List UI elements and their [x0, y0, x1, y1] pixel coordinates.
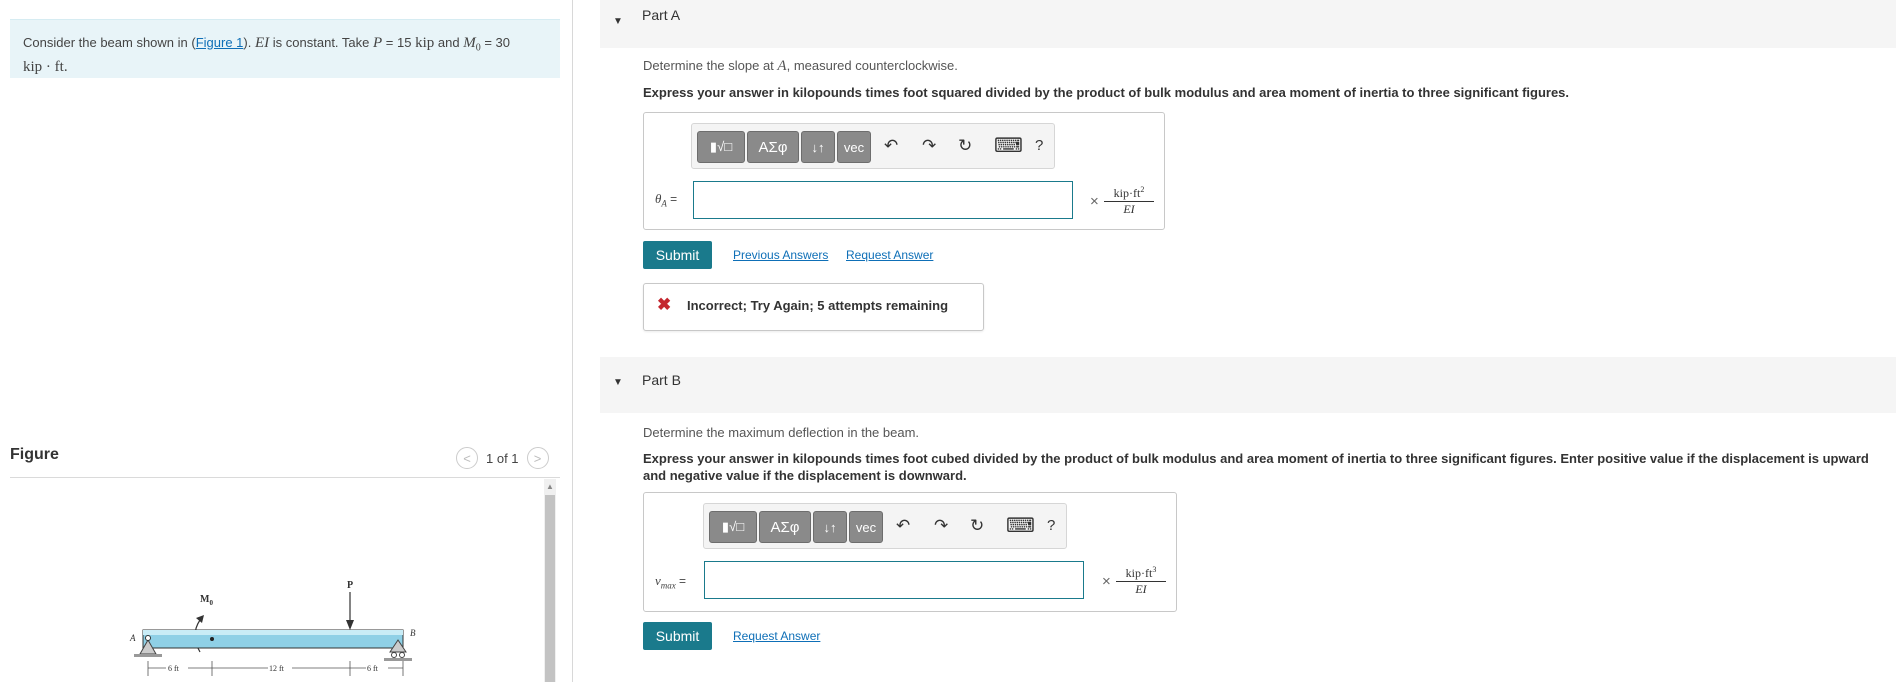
moment-label: $M_0$ — [200, 594, 213, 607]
part-b-unit: $kip\cdot ft^3$ EI — [1116, 565, 1166, 597]
arrows-button[interactable]: ↓↑ — [801, 131, 835, 163]
next-figure-button[interactable]: > — [527, 447, 549, 469]
prev-figure-button[interactable]: < — [456, 447, 478, 469]
part-b-header[interactable] — [600, 357, 1896, 413]
help-icon[interactable]: ? — [1047, 517, 1056, 534]
problem-text: ). — [243, 35, 252, 50]
moment-arrowhead — [196, 615, 204, 623]
templates-button[interactable]: ▮√□ — [709, 511, 757, 543]
kip-unit: kip — [415, 35, 435, 51]
theta-a-label: $\theta_A$ = — [655, 191, 678, 209]
figure-heading: Figure — [10, 446, 59, 463]
m-value: = 30 — [484, 35, 511, 50]
dim-label-2: 12 ft — [269, 664, 284, 673]
part-a-prompt — [643, 58, 958, 75]
part-b-instruction: Express your answer in kilopounds times foot cubed divided by the product of bulk modulus and area moment of inertia to three significant figures. Enter positive value if the displacement is upward and negative value if the displacement is downward. — [643, 451, 1869, 483]
part-b-title: Part B — [642, 372, 681, 388]
part-b-request-answer-link[interactable]: Request Answer — [733, 629, 821, 643]
problem-text: is constant. Take — [272, 35, 370, 50]
keyboard-icon[interactable]: ⌨ — [994, 135, 1023, 157]
problem-text: and — [437, 35, 460, 50]
greek-letters-button[interactable]: ΑΣφ — [759, 511, 811, 543]
part-a-answer-box — [643, 112, 1165, 230]
part-a-answer-input[interactable] — [693, 181, 1073, 219]
part-a-instruction: Express your answer in kilopounds times foot squared divided by the product of bulk modulus and area moment of inertia to three significant figures. — [643, 85, 1570, 100]
help-icon[interactable]: ? — [1035, 137, 1044, 154]
times-symbol: × — [1090, 193, 1099, 210]
redo-icon[interactable]: ↷ — [922, 136, 937, 155]
figure-divider — [10, 477, 560, 478]
roller-b-left — [392, 653, 397, 658]
dim-label-3: 6 ft — [367, 664, 378, 673]
undo-icon[interactable]: ↶ — [896, 516, 911, 535]
load-p-arrowhead — [346, 620, 354, 630]
figure-link[interactable]: Figure 1 — [195, 35, 244, 50]
ground-a — [134, 654, 162, 657]
reset-icon[interactable]: ↻ — [958, 136, 973, 155]
redo-icon[interactable]: ↷ — [934, 516, 949, 535]
beam-figure — [120, 560, 450, 682]
part-b-answer-box — [643, 492, 1177, 612]
collapse-icon[interactable]: ▼ — [613, 16, 623, 27]
problem-statement — [10, 19, 560, 78]
part-a-request-answer-link[interactable]: Request Answer — [846, 248, 934, 262]
pin-a — [146, 636, 151, 641]
dim-label-1: 6 ft — [168, 664, 179, 673]
feedback-text: Incorrect; Try Again; 5 attempts remaining — [687, 298, 949, 313]
greek-letters-button[interactable]: ΑΣφ — [747, 131, 799, 163]
part-a-submit-button[interactable]: Submit — [643, 241, 712, 269]
point-a-label: A — [130, 633, 136, 643]
part-a-header[interactable] — [600, 0, 1896, 48]
roller-b-right — [400, 653, 405, 658]
m-unit: kip · ft. — [23, 58, 68, 75]
v-max-label: $v_{max}$ = — [655, 573, 687, 591]
math-toolbar — [703, 503, 1067, 549]
vector-button[interactable]: vec — [849, 511, 883, 543]
undo-icon[interactable]: ↶ — [884, 136, 899, 155]
keyboard-icon[interactable]: ⌨ — [1006, 515, 1035, 537]
error-icon: ✖ — [657, 295, 672, 314]
problem-text: Consider the beam shown in ( — [23, 35, 196, 50]
part-b-submit-button[interactable]: Submit — [643, 622, 712, 650]
prompt-text: Determine the slope at — [643, 58, 774, 73]
times-symbol: × — [1102, 573, 1111, 590]
beam-highlight — [143, 630, 403, 635]
prompt-text: , measured counterclockwise. — [786, 58, 958, 73]
figure-scrollbar[interactable] — [544, 479, 556, 682]
vector-button[interactable]: vec — [837, 131, 871, 163]
p-value: = 15 — [385, 35, 412, 50]
p-symbol: P — [373, 35, 383, 51]
panel-divider — [572, 0, 573, 682]
load-p-label: P — [347, 580, 354, 591]
part-b-prompt: Determine the maximum deflection in the beam. — [643, 425, 920, 440]
figure-pager — [456, 447, 549, 469]
moment-point — [210, 637, 214, 641]
part-a-title: Part A — [642, 7, 681, 23]
m-subscript: 0 — [475, 42, 481, 54]
m-symbol: M — [463, 35, 476, 51]
arrows-button[interactable]: ↓↑ — [813, 511, 847, 543]
prompt-variable: A — [777, 58, 787, 74]
part-b-answer-input[interactable] — [704, 561, 1084, 599]
scrollbar-thumb[interactable] — [545, 495, 555, 682]
figure-counter: 1 of 1 — [486, 450, 519, 466]
ei-symbol: EI — [254, 35, 270, 51]
part-a-unit: $kip\cdot ft^2$ EI — [1104, 185, 1154, 217]
previous-answers-link[interactable]: Previous Answers — [733, 248, 829, 262]
point-b-label: B — [410, 628, 416, 638]
templates-button[interactable]: ▮√□ — [697, 131, 745, 163]
ground-b — [384, 658, 412, 661]
reset-icon[interactable]: ↻ — [970, 516, 985, 535]
math-toolbar — [691, 123, 1055, 169]
scroll-up-icon[interactable]: ▲ — [546, 482, 554, 491]
feedback-message — [643, 283, 984, 331]
collapse-icon[interactable]: ▼ — [613, 377, 623, 388]
